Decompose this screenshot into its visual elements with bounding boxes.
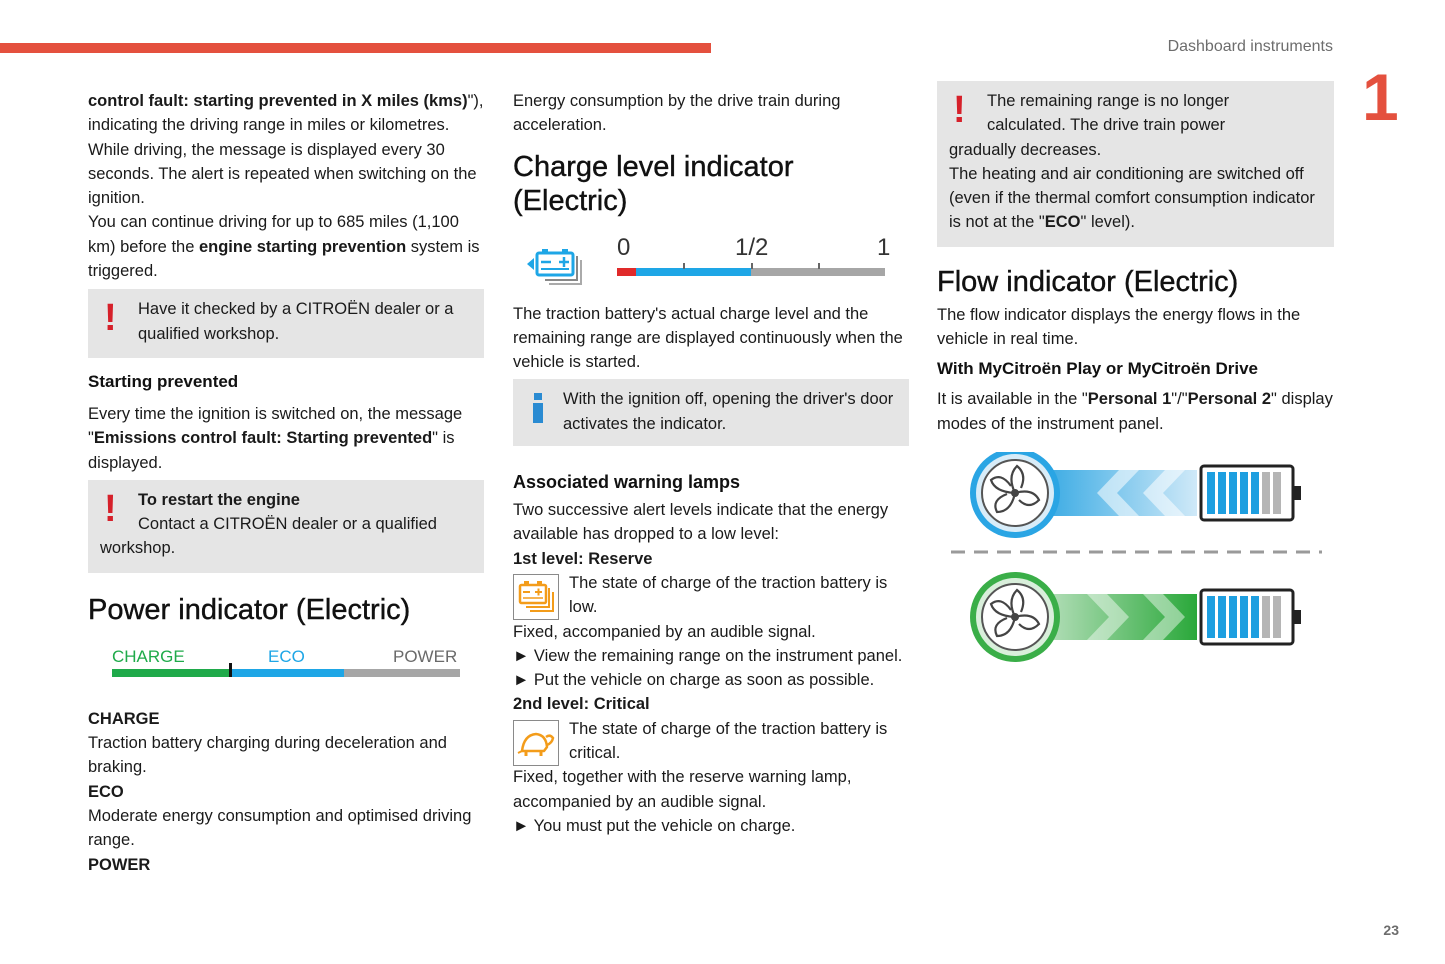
warning-box-restart xyxy=(88,480,484,573)
info-icon xyxy=(533,393,543,423)
level2-lamp-row xyxy=(513,717,909,766)
level2-lamp-text: The state of charge of the traction battery is critical. xyxy=(569,719,888,763)
power-bar xyxy=(112,669,460,677)
legend-eco-label: ECO xyxy=(88,782,124,801)
level1-lamp-row xyxy=(513,571,909,620)
info-text: With the ignition off, opening the driver's door activates the indicator. xyxy=(563,390,894,433)
power-legend xyxy=(88,707,484,877)
warning-title xyxy=(100,488,474,512)
flow-subheading: With MyCitroën Play or MyCitroën Drive xyxy=(937,359,1259,379)
flow-consumption-row xyxy=(970,572,1301,662)
gauge-label-full: 1 xyxy=(877,233,891,261)
column-3 xyxy=(937,89,1334,662)
range-warning-line-3: gradually decreases. xyxy=(949,140,1102,159)
running-head: Dashboard instruments xyxy=(1167,38,1333,55)
gauge-fill xyxy=(617,268,751,276)
flow-indicator-graphic xyxy=(937,452,1334,662)
gauge-label-0: 0 xyxy=(617,233,631,261)
sp-text-2: " is displayed. xyxy=(88,429,455,472)
power-label-charge: CHARGE xyxy=(112,646,185,666)
intro-text: "), indicating the driving range in miles or kilometres. xyxy=(88,92,484,135)
intro-bold-2: engine starting prevention xyxy=(198,237,407,256)
gauge-tick xyxy=(683,263,685,269)
page-number: 23 xyxy=(1383,922,1399,938)
power-indicator-graphic xyxy=(88,645,484,691)
level1-text-2: ► View the remaining range on the instrument panel. xyxy=(513,646,903,665)
level1-lamp-text: The state of charge of the traction battery is low. xyxy=(569,573,888,617)
intro-paragraph xyxy=(88,89,484,138)
flow-regeneration-row xyxy=(970,452,1301,538)
range-warning-line-4: The heating and air conditioning are switched off (even if the thermal comfort consumption indicator is not at the "ECO" level). xyxy=(949,164,1315,232)
starting-prevented-text xyxy=(88,402,484,475)
warning-box-range xyxy=(937,81,1334,247)
level1-text-3: ► Put the vehicle on charge as soon as possible. xyxy=(513,671,875,690)
turtle-lamp-icon xyxy=(513,720,559,766)
gauge-tick xyxy=(818,263,820,269)
power-bar-power-segment xyxy=(344,669,460,677)
power-bar-eco-segment xyxy=(230,669,344,677)
legend-power-label: POWER xyxy=(88,855,151,874)
gauge-reserve xyxy=(617,268,636,276)
power-bar-needle xyxy=(229,663,232,677)
level2-title: 2nd level: Critical xyxy=(513,695,650,714)
column-1 xyxy=(88,89,484,877)
charge-level-gauge xyxy=(513,233,909,294)
battery-reserve-lamp-icon xyxy=(513,574,559,620)
charge-level-description: The traction battery's actual charge level and the remaining range are displayed continuously when the vehicle is started. xyxy=(513,304,903,372)
legend-eco-text: Moderate energy consumption and optimised driving range. xyxy=(88,806,472,850)
level1-title: 1st level: Reserve xyxy=(513,549,653,568)
warning-lamps-intro: Two successive alert levels indicate that the energy available has dropped to a low level: xyxy=(513,501,889,544)
warning-icon: ! xyxy=(104,297,117,340)
restart-title: To restart the engine xyxy=(138,490,300,509)
intro-paragraph-2: While driving, the message is displayed every 30 seconds. The alert is repeated when switching on the ignition. xyxy=(88,140,477,208)
warning-text: Have it checked by a CITROËN dealer or a qualified workshop. xyxy=(138,300,454,343)
warning-box-dealer xyxy=(88,289,484,358)
flow-description: The flow indicator displays the energy flows in the vehicle in real time. xyxy=(937,305,1301,349)
intro-bold: control fault: starting prevented in X miles (kms) xyxy=(88,92,468,110)
power-label-eco: ECO xyxy=(268,646,305,666)
intro-paragraph-3 xyxy=(88,210,484,283)
gauge-bar xyxy=(617,268,885,276)
warning-icon: ! xyxy=(953,89,966,131)
sp-text-1: Every time the ignition is switched on, the message " xyxy=(88,404,463,448)
sp-bold: Emissions control fault: Starting prevented xyxy=(93,429,433,448)
info-box-ignition xyxy=(513,379,909,446)
restart-body: Contact a CITROËN dealer or a qualified xyxy=(138,515,437,534)
section-heading-charge-level: Charge level indicator (Electric) xyxy=(513,150,794,217)
flow-availability-text: It is available in the "Personal 1"/"Personal 2" display modes of the instrument panel. xyxy=(937,390,1333,433)
column-2 xyxy=(513,89,909,838)
restart-body-2: workshop. xyxy=(100,539,176,558)
power-label-power: POWER xyxy=(393,646,458,666)
header-color-bar xyxy=(0,43,711,53)
power-bar-charge-segment xyxy=(112,669,230,677)
gauge-tick xyxy=(751,263,753,269)
gauge-label-half: 1/2 xyxy=(735,233,769,261)
level2-text-2: ► You must put the vehicle on charge. xyxy=(513,816,796,835)
legend-charge-text: Traction battery charging during deceleration and braking. xyxy=(88,734,447,777)
section-heading-warning-lamps: Associated warning lamps xyxy=(513,472,741,493)
battery-flow-icon xyxy=(525,244,587,286)
chapter-number: 1 xyxy=(1362,60,1399,134)
section-heading-starting-prevented: Starting prevented xyxy=(88,371,239,391)
range-warning-line-2: calculated. The drive train power xyxy=(987,116,1226,135)
level2-text-1: Fixed, together with the reserve warning lamp, accompanied by an audible signal. xyxy=(513,768,852,811)
intro-text-4: system is triggered. xyxy=(88,237,480,281)
section-heading-power-indicator: Power indicator (Electric) xyxy=(88,593,411,626)
level1-text-1: Fixed, accompanied by an audible signal. xyxy=(513,622,816,641)
section-heading-flow-indicator: Flow indicator (Electric) xyxy=(937,265,1239,298)
range-warning-line-1: The remaining range is no longer xyxy=(987,92,1230,110)
warning-icon: ! xyxy=(104,487,117,530)
energy-consumption-text: Energy consumption by the drive train during acceleration. xyxy=(513,92,841,135)
intro-text-3: You can continue driving for up to 685 miles (1,100 km) before the xyxy=(88,213,459,256)
legend-charge-label: CHARGE xyxy=(88,709,160,728)
